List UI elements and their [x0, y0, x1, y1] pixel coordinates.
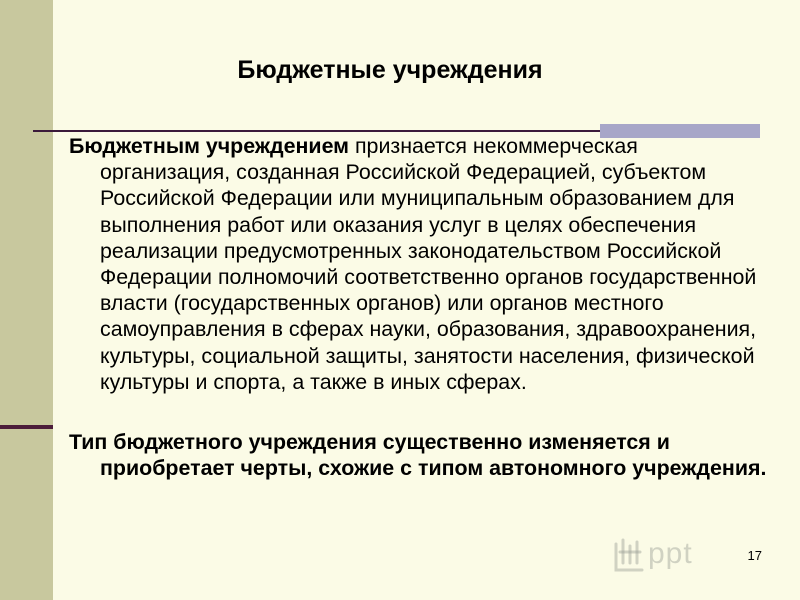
slide-title: Бюджетные учреждения: [237, 56, 543, 84]
definition-term: Бюджетным учреждением: [69, 134, 350, 158]
definition-paragraph: [69, 133, 769, 395]
watermark: [612, 534, 752, 576]
left-accent-line: [0, 425, 53, 429]
left-decorative-bar: [0, 0, 53, 600]
definition-text: признается некоммерческая организация, созданная Российской Федерацией, субъектом Российской Федерации или муниципальным образованием для выполнения работ или оказания услуг в целях обеспечения реализации предусмотренных законодательством Российской Федерации полномочий соответственно органов государственной власти (государственных органов) или органов местного самоуправления в сферах науки, образования, здравоохранения, культуры, социальной защиты, занятости населения, физической культуры и спорта, а также в иных сферах.: [100, 134, 757, 394]
type-change-paragraph: Тип бюджетного учреждения существенно изменяется и приобретает черты, схожие с типом автономного учреждения.: [69, 430, 767, 481]
watermark-logo-icon: [612, 536, 646, 574]
page-number: 17: [747, 548, 762, 563]
slide-content: [69, 133, 769, 481]
watermark-text: ppt: [648, 537, 693, 570]
